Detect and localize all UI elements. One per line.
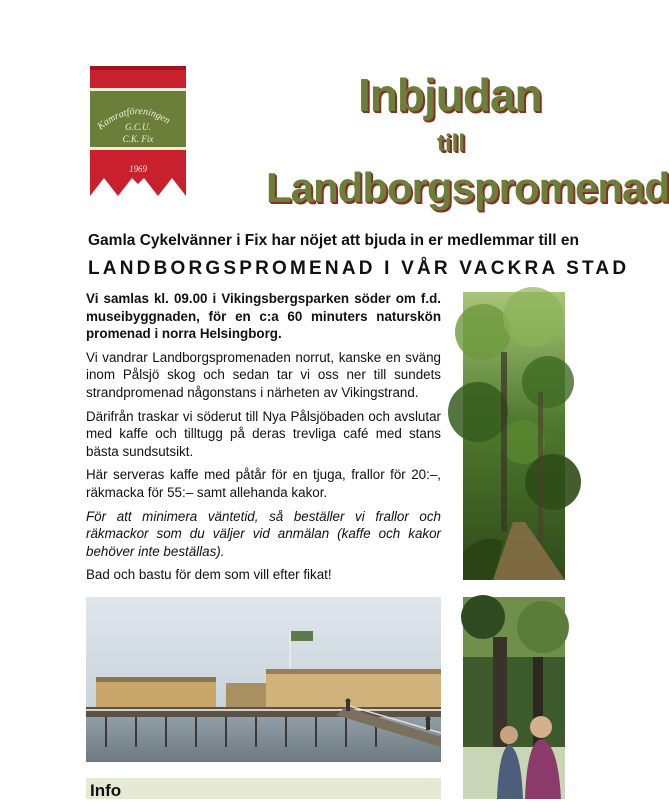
title-landborgspromenad: Landborgspromenad — [266, 164, 669, 211]
info-box — [86, 778, 441, 799]
cafe-paragraph: Därifrån traskar vi söderut till Nya Pålsjöbaden och avslutar med kaffe och tilltugg på deras trevliga café med stans bästa sundsutsikt. — [86, 408, 441, 459]
pennant-gcu-text: G.C.U. — [125, 122, 151, 132]
info-heading: Info — [90, 781, 122, 800]
event-headline: LANDBORGSPROMENAD I VÅR VACKRA STAD — [88, 258, 630, 279]
body-text-column — [86, 290, 441, 590]
pennant-club-name: Kamratföreningen — [95, 105, 173, 133]
title-invitation: Inbjudan — [358, 69, 542, 121]
forest-path-photo — [463, 292, 565, 580]
meeting-info-paragraph: Vi samlas kl. 09.00 i Vikingsbergsparken söder om f.d. museibyggnaden, för en c:a 60 minuters naturskön promenad i norra Helsingborg. — [86, 291, 441, 342]
order-note-paragraph: För att minimera väntetid, så beställer vi frallor och räkmackor som du väljer vid anmälan (kaffe och kakor behöver inte beställas). — [86, 508, 441, 559]
intro-line: Gamla Cykelvänner i Fix har nöjet att bjuda in er medlemmar till en — [88, 232, 579, 249]
title-till: till — [437, 130, 465, 157]
bath-paragraph: Bad och bastu för dem som vill efter fikat! — [86, 567, 332, 583]
prices-paragraph: Här serveras kaffe med påtår för en tjuga, frallor för 20:–, räkmacka för 55:– samt allehanda kakor. — [86, 467, 441, 500]
bathhouse-pier-photo — [86, 597, 441, 762]
pennant-year: 1969 — [129, 164, 147, 174]
pennant-ckfix-text: C.K. Fix — [122, 134, 154, 144]
club-pennant-logo — [88, 64, 188, 210]
route-paragraph: Vi vandrar Landborgspromenaden norrut, kanske en sväng inom Pålsjö skog och sedan tar vi oss ner till sundets strandpromenad någonstans i närheten av Vikingstrand. — [86, 349, 441, 400]
people-under-trees-photo — [463, 597, 565, 799]
